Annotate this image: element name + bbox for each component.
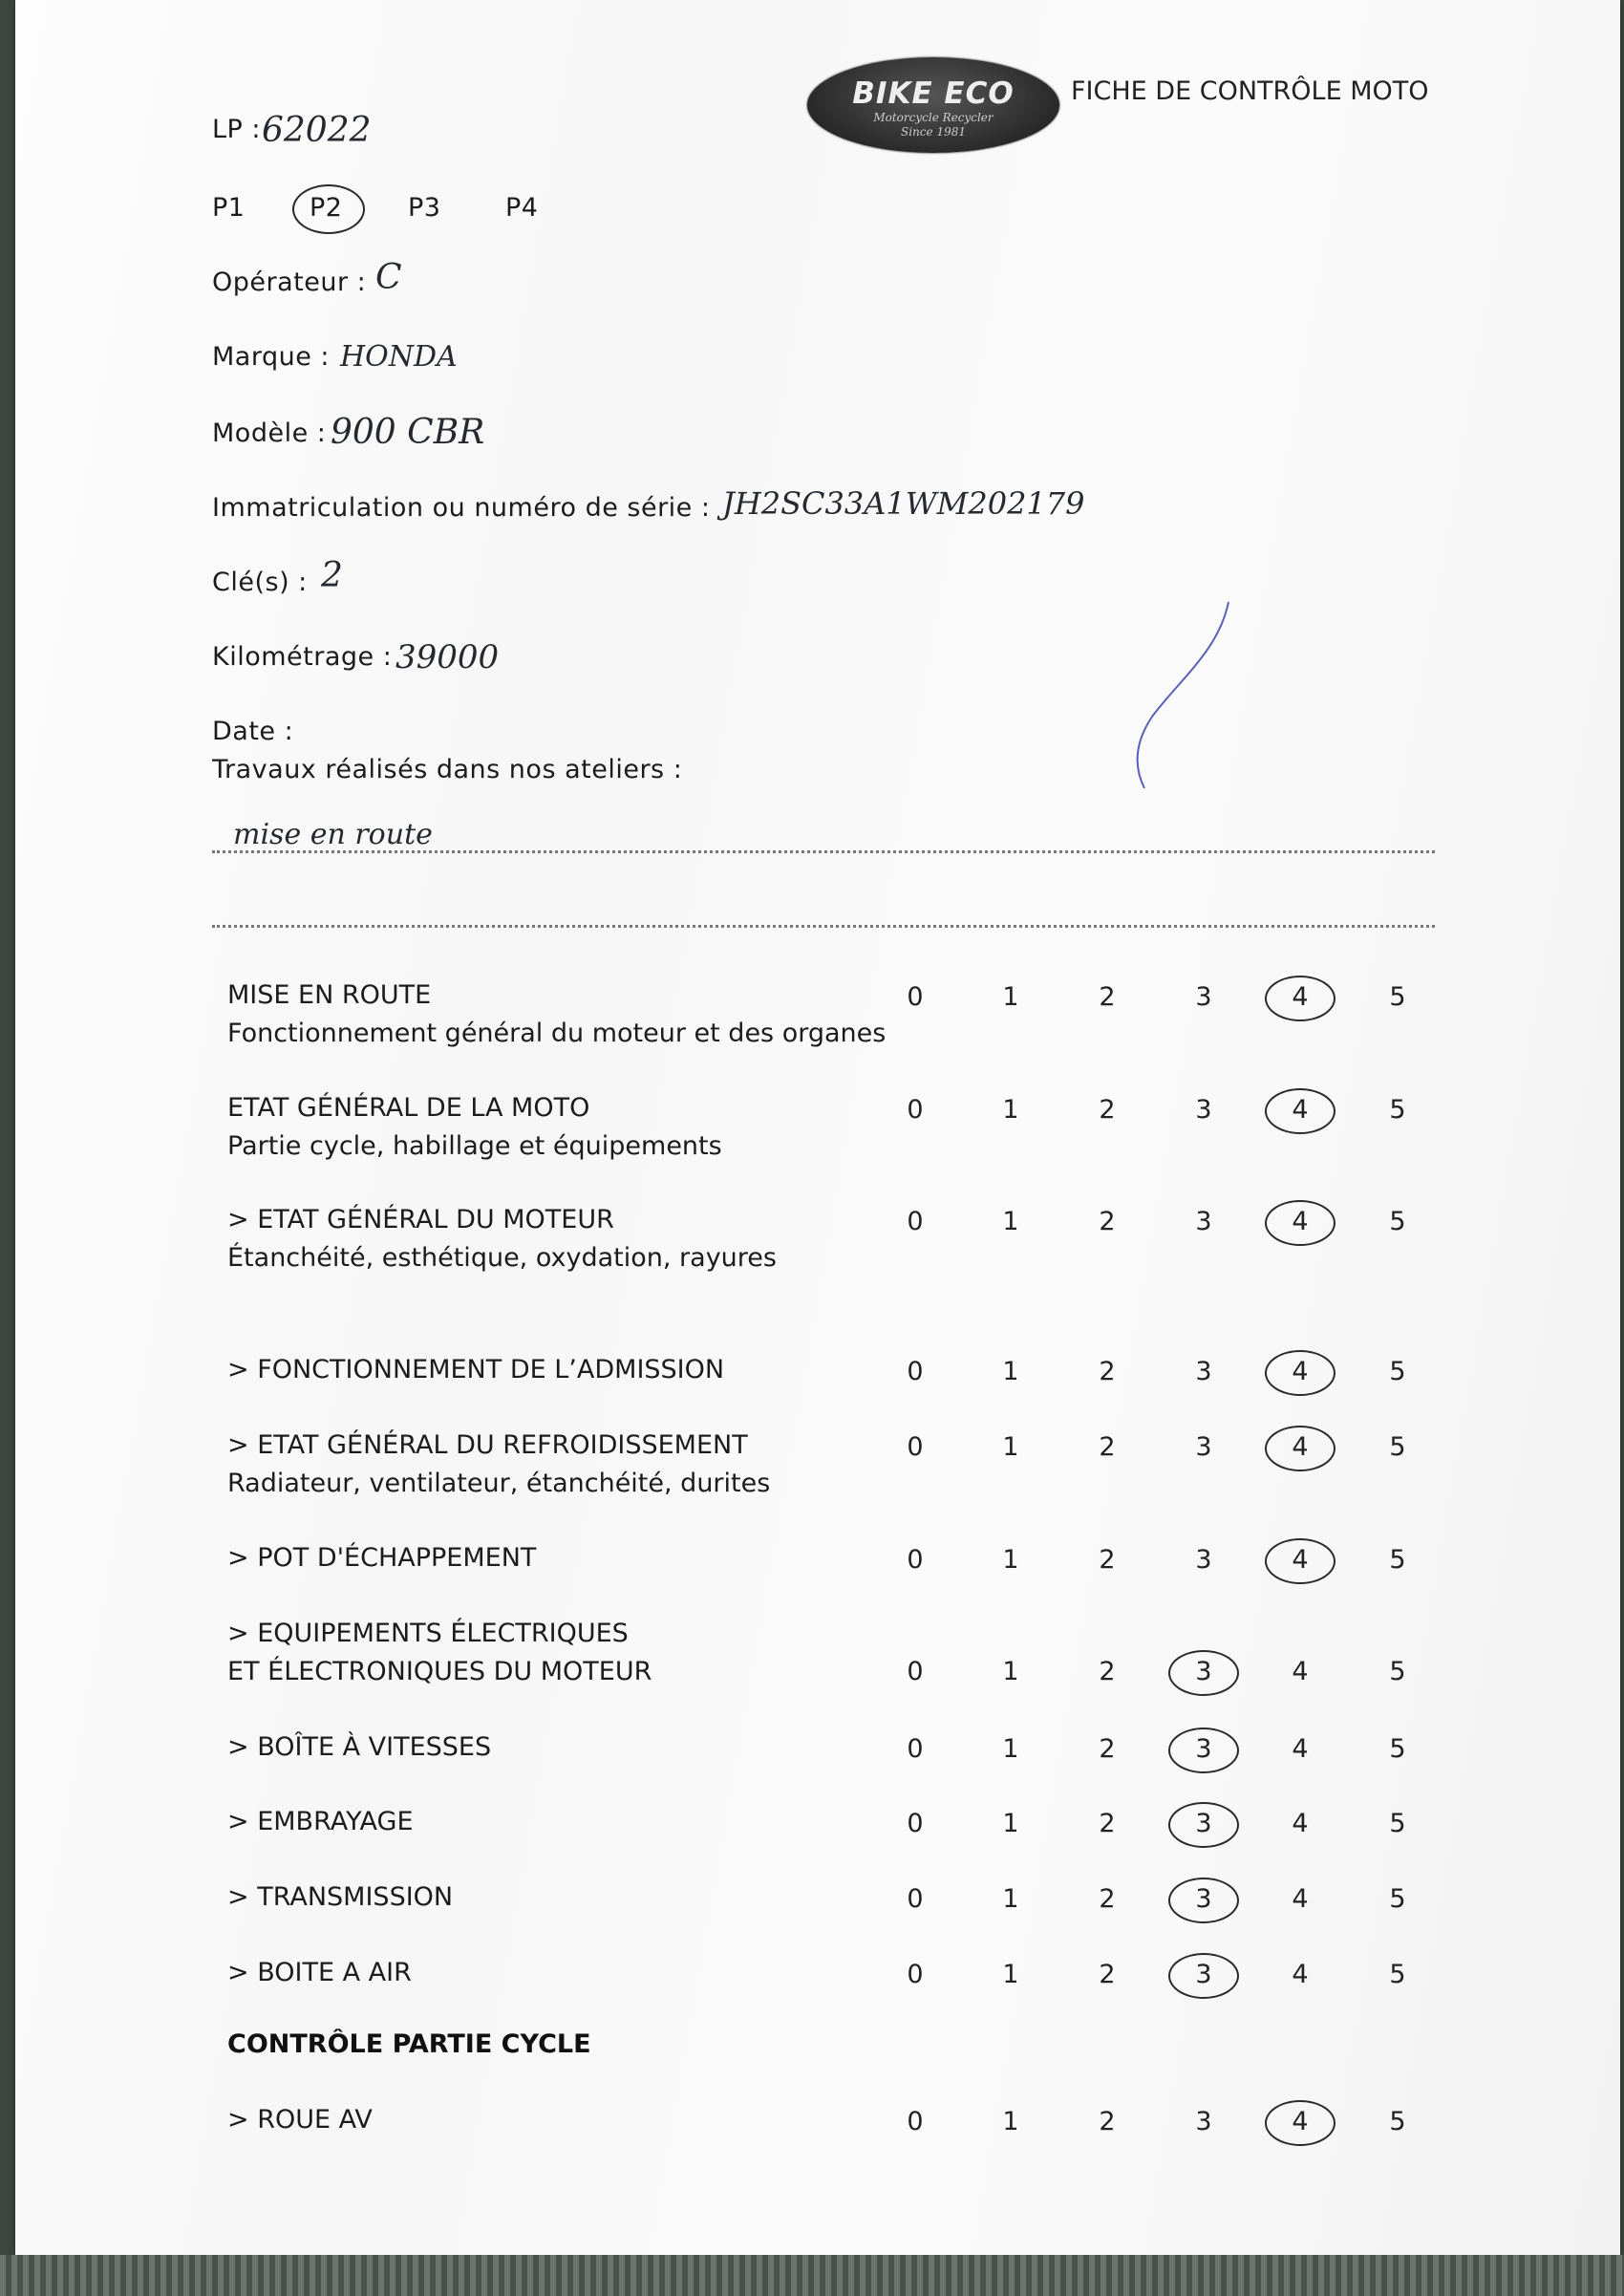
rating-row-11-title: > BOITE A AIR xyxy=(227,1958,412,1987)
rating-row-8-score-4[interactable]: 4 xyxy=(1292,1734,1309,1764)
rating-row-11-score-5[interactable]: 5 xyxy=(1389,1960,1406,1989)
cycle-row-1-score-2[interactable]: 2 xyxy=(1099,2107,1116,2136)
rating-row-10-score-0[interactable]: 0 xyxy=(907,1884,924,1914)
rating-row-9-score-1[interactable]: 1 xyxy=(1002,1809,1019,1838)
rating-row-1-score-1[interactable]: 1 xyxy=(1002,982,1019,1012)
rating-row-7-score-3[interactable]: 3 xyxy=(1185,1657,1223,1686)
rating-row-1-score-4[interactable]: 4 xyxy=(1281,982,1319,1012)
marque-label: Marque : xyxy=(212,342,331,372)
cycle-row-1-score-5[interactable]: 5 xyxy=(1389,2107,1406,2136)
rating-row-11-score-1[interactable]: 1 xyxy=(1002,1960,1019,1989)
lp-label: LP : xyxy=(212,115,262,144)
rating-row-11-score-0[interactable]: 0 xyxy=(907,1960,924,1989)
operateur-value[interactable]: C xyxy=(375,258,402,297)
rating-row-11-score-2[interactable]: 2 xyxy=(1099,1960,1116,1989)
kilometrage-value[interactable]: 39000 xyxy=(395,638,500,676)
cycle-row-1-title: > ROUE AV xyxy=(227,2105,373,2135)
rating-row-4-score-1[interactable]: 1 xyxy=(1002,1357,1019,1386)
rating-row-2-score-5[interactable]: 5 xyxy=(1389,1095,1406,1125)
rating-row-5-subtitle: Radiateur, ventilateur, étanchéité, durites xyxy=(227,1469,771,1498)
p-option-p1[interactable]: P1 xyxy=(212,193,246,223)
bike-eco-logo xyxy=(807,57,1059,153)
rating-row-5-score-2[interactable]: 2 xyxy=(1099,1432,1116,1462)
rating-row-1-score-3[interactable]: 3 xyxy=(1195,982,1212,1012)
travaux-line-2 xyxy=(212,925,1435,928)
rating-row-9-score-3[interactable]: 3 xyxy=(1185,1809,1223,1838)
rating-row-7-score-0[interactable]: 0 xyxy=(907,1657,924,1686)
lp-value[interactable]: 62022 xyxy=(262,111,372,150)
cycle-row-1-score-4[interactable]: 4 xyxy=(1281,2107,1319,2136)
rating-row-7-score-2[interactable]: 2 xyxy=(1099,1657,1116,1686)
rating-row-6-score-5[interactable]: 5 xyxy=(1389,1545,1406,1575)
rating-row-5-score-5[interactable]: 5 xyxy=(1389,1432,1406,1462)
p-option-p4[interactable]: P4 xyxy=(505,193,539,223)
operateur-label: Opérateur : xyxy=(212,268,367,297)
rating-row-6-score-2[interactable]: 2 xyxy=(1099,1545,1116,1575)
p-option-p2[interactable]: P2 xyxy=(310,193,343,223)
rating-row-3-subtitle: Étanchéité, esthétique, oxydation, rayures xyxy=(227,1243,777,1273)
rating-row-10-score-1[interactable]: 1 xyxy=(1002,1884,1019,1914)
rating-row-10-score-3[interactable]: 3 xyxy=(1185,1884,1223,1914)
logo-since: Since 1981 xyxy=(901,125,966,139)
cles-value[interactable]: 2 xyxy=(321,556,343,595)
date-label: Date : xyxy=(212,717,294,746)
rating-row-6-score-0[interactable]: 0 xyxy=(907,1545,924,1575)
cles-label: Clé(s) : xyxy=(212,568,308,597)
rating-row-11-score-3[interactable]: 3 xyxy=(1185,1960,1223,1989)
rating-row-2-score-2[interactable]: 2 xyxy=(1099,1095,1116,1125)
p-option-p3[interactable]: P3 xyxy=(408,193,441,223)
rating-row-7-subtitle: ET ÉLECTRONIQUES DU MOTEUR xyxy=(227,1657,652,1686)
rating-row-2-title: ETAT GÉNÉRAL DE LA MOTO xyxy=(227,1093,590,1123)
rating-row-4-score-4[interactable]: 4 xyxy=(1281,1357,1319,1386)
rating-row-2-score-1[interactable]: 1 xyxy=(1002,1095,1019,1125)
immat-value[interactable]: JH2SC33A1WM202179 xyxy=(722,485,1085,522)
rating-row-8-score-3[interactable]: 3 xyxy=(1185,1734,1223,1764)
rating-row-10-score-4[interactable]: 4 xyxy=(1292,1884,1309,1914)
rating-row-1-score-5[interactable]: 5 xyxy=(1389,982,1406,1012)
pen-mark xyxy=(1123,592,1238,803)
rating-row-5-score-1[interactable]: 1 xyxy=(1002,1432,1019,1462)
rating-row-3-score-0[interactable]: 0 xyxy=(907,1207,924,1236)
travaux-label: Travaux réalisés dans nos ateliers : xyxy=(212,755,683,784)
rating-row-8-score-5[interactable]: 5 xyxy=(1389,1734,1406,1764)
rating-row-3-score-3[interactable]: 3 xyxy=(1195,1207,1212,1236)
rating-row-10-score-2[interactable]: 2 xyxy=(1099,1884,1116,1914)
travaux-value[interactable]: mise en route xyxy=(233,818,433,851)
rating-row-3-score-4[interactable]: 4 xyxy=(1281,1207,1319,1236)
rating-row-2-subtitle: Partie cycle, habillage et équipements xyxy=(227,1131,722,1161)
rating-row-6-title: > POT D'ÉCHAPPEMENT xyxy=(227,1543,537,1573)
rating-row-9-score-2[interactable]: 2 xyxy=(1099,1809,1116,1838)
marque-value[interactable]: HONDA xyxy=(340,340,458,374)
rating-row-5-score-3[interactable]: 3 xyxy=(1195,1432,1212,1462)
cycle-row-1-score-0[interactable]: 0 xyxy=(907,2107,924,2136)
logo-brand: BIKE ECO xyxy=(852,76,1015,111)
modele-value[interactable]: 900 CBR xyxy=(331,413,485,452)
rating-row-4-score-3[interactable]: 3 xyxy=(1195,1357,1212,1386)
rating-row-4-score-0[interactable]: 0 xyxy=(907,1357,924,1386)
rating-row-4-title: > FONCTIONNEMENT DE L’ADMISSION xyxy=(227,1355,725,1384)
rating-row-6-score-4[interactable]: 4 xyxy=(1281,1545,1319,1575)
rating-row-5-score-4[interactable]: 4 xyxy=(1281,1432,1319,1462)
rating-row-4-score-5[interactable]: 5 xyxy=(1389,1357,1406,1386)
rating-row-1-score-2[interactable]: 2 xyxy=(1099,982,1116,1012)
rating-row-1-score-0[interactable]: 0 xyxy=(907,982,924,1012)
rating-row-5-title: > ETAT GÉNÉRAL DU REFROIDISSEMENT xyxy=(227,1430,748,1460)
control-sheet xyxy=(15,0,1620,2255)
modele-label: Modèle : xyxy=(212,418,327,448)
rating-row-9-score-0[interactable]: 0 xyxy=(907,1809,924,1838)
sheet-title: FICHE DE CONTRÔLE MOTO xyxy=(1071,76,1429,106)
rating-row-4-score-2[interactable]: 2 xyxy=(1099,1357,1116,1386)
rating-row-10-score-5[interactable]: 5 xyxy=(1389,1884,1406,1914)
background-strip xyxy=(0,2255,1624,2296)
rating-row-8-title: > BOÎTE À VITESSES xyxy=(227,1732,492,1762)
rating-row-5-score-0[interactable]: 0 xyxy=(907,1432,924,1462)
rating-row-7-score-4[interactable]: 4 xyxy=(1292,1657,1309,1686)
rating-row-9-score-5[interactable]: 5 xyxy=(1389,1809,1406,1838)
rating-row-8-score-1[interactable]: 1 xyxy=(1002,1734,1019,1764)
rating-row-1-subtitle: Fonctionnement général du moteur et des organes xyxy=(227,1019,887,1048)
cycle-row-1-score-3[interactable]: 3 xyxy=(1195,2107,1212,2136)
rating-row-3-title: > ETAT GÉNÉRAL DU MOTEUR xyxy=(227,1205,614,1234)
rating-row-6-score-3[interactable]: 3 xyxy=(1195,1545,1212,1575)
logo-tagline: Motorcycle Recycler xyxy=(873,111,994,124)
rating-row-10-title: > TRANSMISSION xyxy=(227,1882,454,1912)
rating-row-9-title: > EMBRAYAGE xyxy=(227,1807,414,1836)
cycle-row-1-score-1[interactable]: 1 xyxy=(1002,2107,1019,2136)
rating-row-7-title: > EQUIPEMENTS ÉLECTRIQUES xyxy=(227,1619,629,1648)
rating-row-1-title: MISE EN ROUTE xyxy=(227,980,432,1010)
rating-row-11-score-4[interactable]: 4 xyxy=(1292,1960,1309,1989)
rating-row-2-score-3[interactable]: 3 xyxy=(1195,1095,1212,1125)
rating-row-2-score-0[interactable]: 0 xyxy=(907,1095,924,1125)
rating-row-2-score-4[interactable]: 4 xyxy=(1281,1095,1319,1125)
immat-label: Immatriculation ou numéro de série : xyxy=(212,493,711,523)
rating-row-8-score-2[interactable]: 2 xyxy=(1099,1734,1116,1764)
rating-row-6-score-1[interactable]: 1 xyxy=(1002,1545,1019,1575)
rating-row-7-score-1[interactable]: 1 xyxy=(1002,1657,1019,1686)
rating-row-3-score-5[interactable]: 5 xyxy=(1389,1207,1406,1236)
rating-row-9-score-4[interactable]: 4 xyxy=(1292,1809,1309,1838)
rating-row-3-score-1[interactable]: 1 xyxy=(1002,1207,1019,1236)
rating-row-8-score-0[interactable]: 0 xyxy=(907,1734,924,1764)
kilometrage-label: Kilométrage : xyxy=(212,642,393,672)
section-cycle-title: CONTRÔLE PARTIE CYCLE xyxy=(227,2029,591,2059)
rating-row-7-score-5[interactable]: 5 xyxy=(1389,1657,1406,1686)
rating-row-3-score-2[interactable]: 2 xyxy=(1099,1207,1116,1236)
p-selected-circle xyxy=(292,184,365,234)
